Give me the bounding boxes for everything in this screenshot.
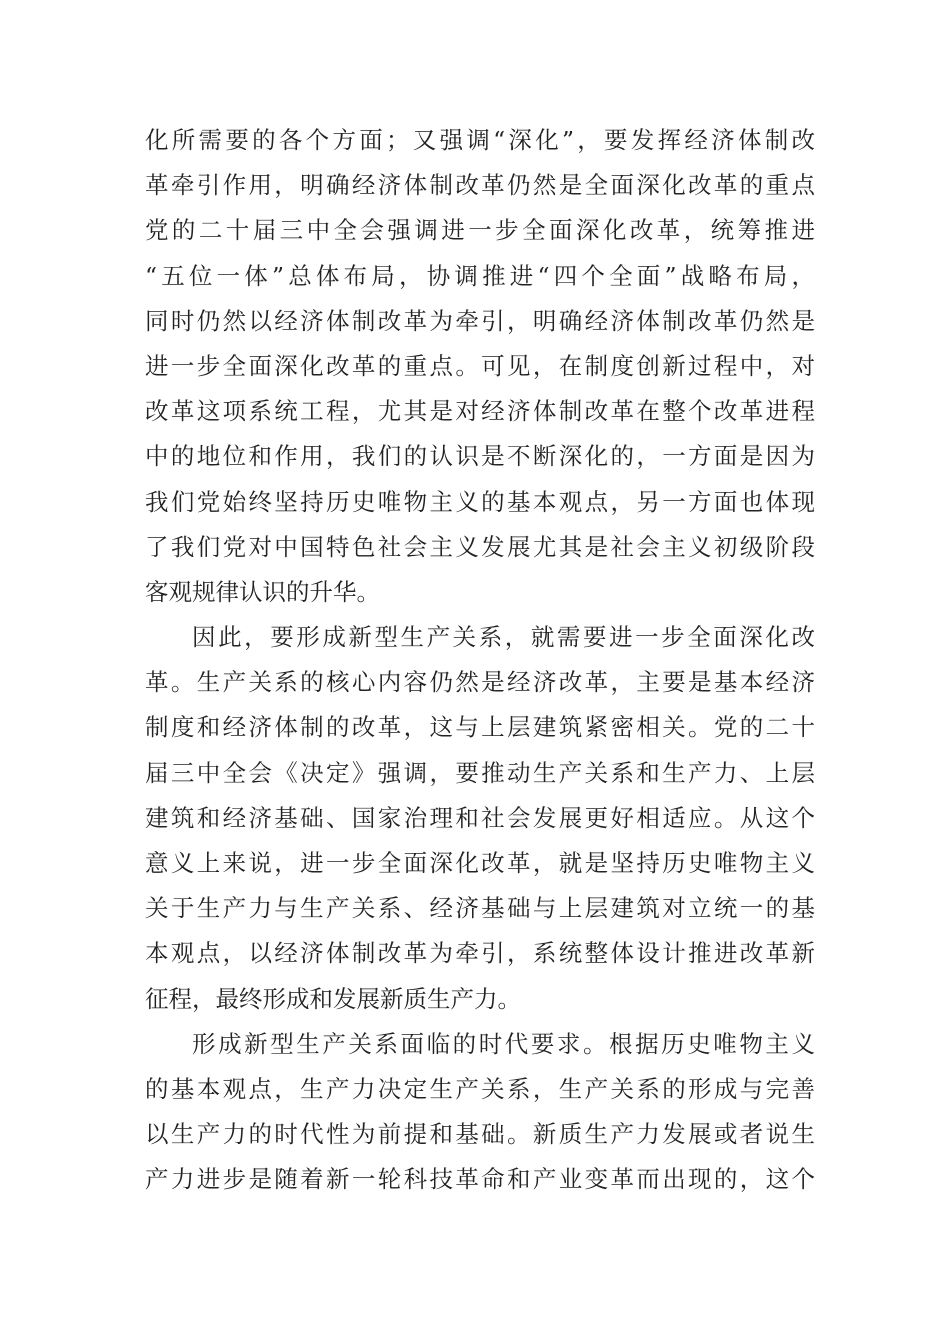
text-line: 的基本观点，生产力决定生产关系，生产关系的形成与完善 [145,1074,815,1103]
text-line: 客观规律认识的升华。 [145,577,380,606]
text-line: 了我们党对中国特色社会主义发展尤其是社会主义初级阶段 [145,532,815,561]
text-line: 本观点，以经济体制改革为牵引，系统整体设计推进改革新 [145,939,815,968]
text-line: 征程，最终形成和发展新质生产力。 [145,984,521,1013]
text-line: 建筑和经济基础、国家治理和社会发展更好相适应。从这个 [145,803,815,832]
text-line: 届三中全会《决定》强调，要推动生产关系和生产力、上层 [145,758,815,787]
text-line: 产力进步是随着新一轮科技革命和产业变革而出现的，这个 [145,1165,815,1194]
text-line: 进一步全面深化改革的重点。可见，在制度创新过程中，对 [145,351,815,380]
text-line: 革牵引作用，明确经济体制改革仍然是全面深化改革的重点 [145,171,815,200]
document-text-body [145,118,815,1203]
text-line: 我们党始终坚持历史唯物主义的基本观点，另一方面也体现 [145,487,815,516]
text-line: 革。生产关系的核心内容仍然是经济改革，主要是基本经济 [145,668,815,697]
text-line: 制度和经济体制的改革，这与上层建筑紧密相关。党的二十 [145,713,815,742]
text-line: 党的二十届三中全会强调进一步全面深化改革，统筹推进 [145,216,815,245]
paragraph-first-line: 因此，要形成新型生产关系，就需要进一步全面深化改 [192,623,815,652]
text-line: “五位一体”总体布局，协调推进“四个全面”战略布局， [145,261,815,290]
text-line: 改革这项系统工程，尤其是对经济体制改革在整个改革进程 [145,397,815,426]
text-line: 关于生产力与生产关系、经济基础与上层建筑对立统一的基 [145,894,815,923]
text-line: 同时仍然以经济体制改革为牵引，明确经济体制改革仍然是 [145,306,815,335]
text-line: 意义上来说，进一步全面深化改革，就是坚持历史唯物主义 [145,849,815,877]
text-line: 中的地位和作用，我们的认识是不断深化的，一方面是因为 [145,442,815,471]
text-line: 以生产力的时代性为前提和基础。新质生产力发展或者说生 [145,1120,815,1149]
text-line: 化所需要的各个方面；又强调“深化”，要发挥经济体制改 [145,126,815,154]
paragraph-first-line: 形成新型生产关系面临的时代要求。根据历史唯物主义 [192,1029,815,1058]
